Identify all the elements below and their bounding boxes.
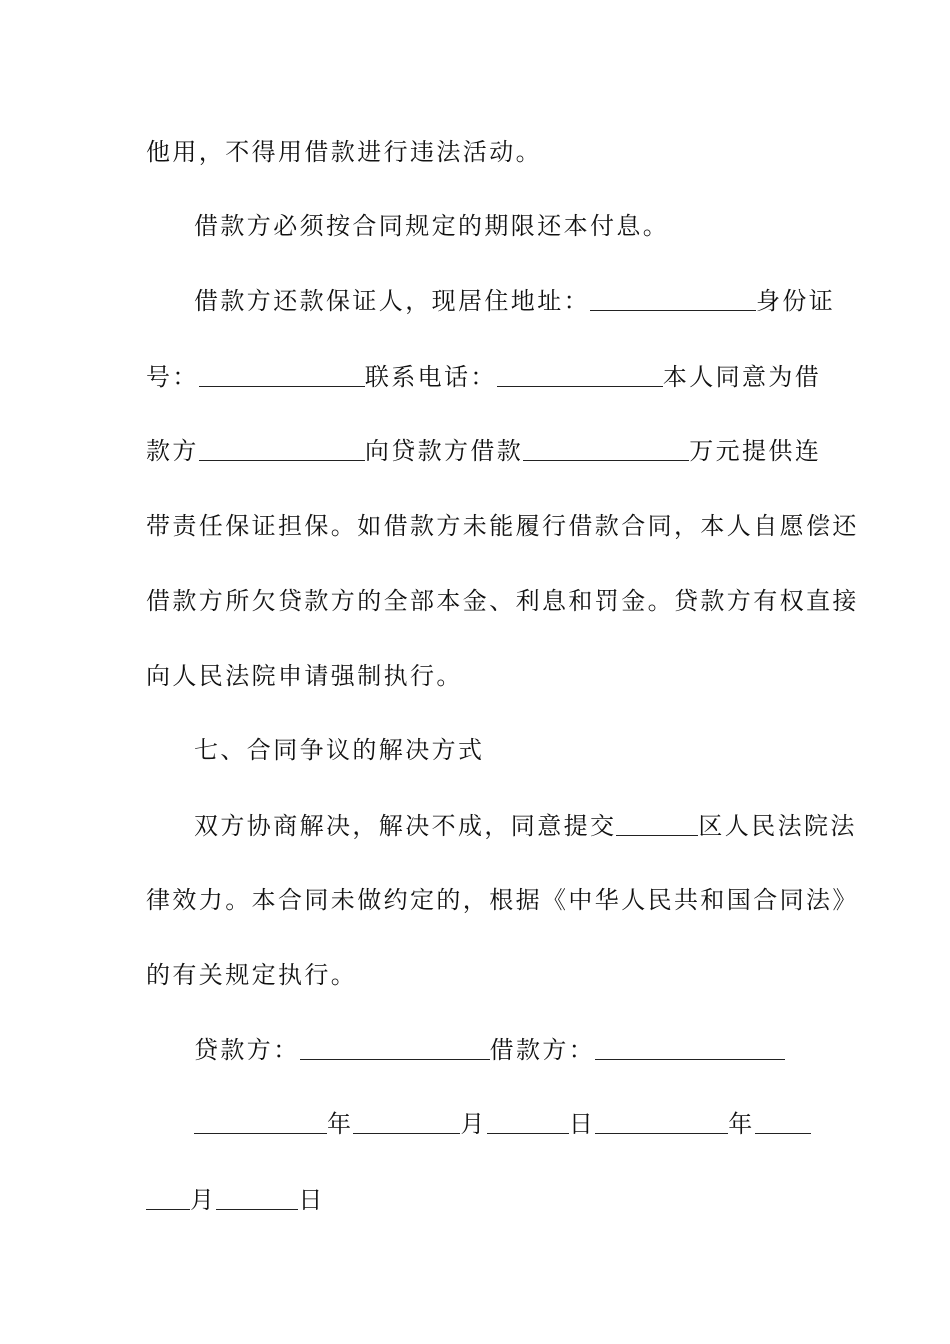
paragraph-text: 的有关规定执行。: [146, 961, 358, 989]
signature-line: [194, 1034, 811, 1066]
borrower-sign-blank: [595, 1037, 785, 1060]
day-label: 日: [298, 1186, 325, 1214]
phone-blank: [497, 364, 663, 387]
month-blank: [353, 1111, 460, 1134]
heading-text: 七、合同争议的解决方式: [194, 736, 485, 764]
paragraph-text: 他用，不得用借款进行违法活动。: [146, 138, 542, 166]
day-blank: [487, 1111, 569, 1134]
borrower-blank: [199, 438, 365, 461]
paragraph-text: 本人同意为借: [662, 363, 822, 391]
paragraph-text: 联系电话：: [364, 363, 497, 391]
paragraph-text: 双方协商解决，解决不成，同意提交: [194, 812, 617, 840]
paragraph-text: 号：: [146, 363, 199, 391]
year-label: 年: [327, 1110, 354, 1138]
date-line: [194, 1108, 811, 1140]
text-line: [146, 884, 859, 916]
amount-blank: [523, 438, 689, 461]
year-blank: [595, 1111, 728, 1134]
paragraph-text: 律效力。本合同未做约定的，根据《中华人民共和国合同法》: [146, 886, 859, 914]
month-label: 月: [190, 1186, 217, 1214]
lender-label: 贷款方：: [194, 1036, 300, 1064]
year-label: 年: [728, 1110, 755, 1138]
text-line: [146, 660, 811, 692]
borrower-label: 借款方：: [489, 1036, 596, 1064]
day-blank: [216, 1187, 298, 1210]
section-heading: [194, 734, 811, 766]
paragraph-text: 款方: [146, 437, 199, 465]
paragraph-text: 借款方所欠贷款方的全部本金、利息和罚金。贷款方有权直接: [146, 587, 859, 615]
id-number-blank: [199, 364, 365, 387]
paragraph-text: 带责任保证担保。如借款方未能履行借款合同，本人自愿偿还: [146, 512, 859, 540]
address-blank: [590, 288, 756, 311]
paragraph-text: 借款方还款保证人，现居住地址：: [194, 287, 590, 315]
paragraph-text: 借款方必须按合同规定的期限还本付息。: [194, 212, 670, 240]
text-line: [194, 810, 857, 842]
text-line: [146, 510, 859, 542]
text-line: [146, 136, 811, 168]
date-line: [146, 1184, 811, 1216]
day-label: 日: [568, 1110, 596, 1138]
paragraph-text: 万元提供连: [689, 437, 822, 465]
text-line: [146, 959, 811, 991]
paragraph-text: 区人民法院法: [698, 812, 857, 840]
lender-blank: [300, 1037, 490, 1060]
paragraph-text: 向人民法院申请强制执行。: [146, 662, 463, 690]
month-label: 月: [460, 1110, 487, 1138]
month-blank: [146, 1187, 190, 1210]
text-line: [194, 210, 811, 242]
district-blank: [616, 813, 698, 836]
text-line: [146, 435, 822, 467]
text-line: [146, 361, 822, 393]
month-blank: [755, 1111, 811, 1134]
paragraph-text: 向贷款方借款: [364, 437, 524, 465]
text-line: [146, 585, 859, 617]
text-line: [194, 285, 836, 317]
paragraph-text: 身份证: [756, 287, 836, 315]
year-blank: [194, 1111, 327, 1134]
